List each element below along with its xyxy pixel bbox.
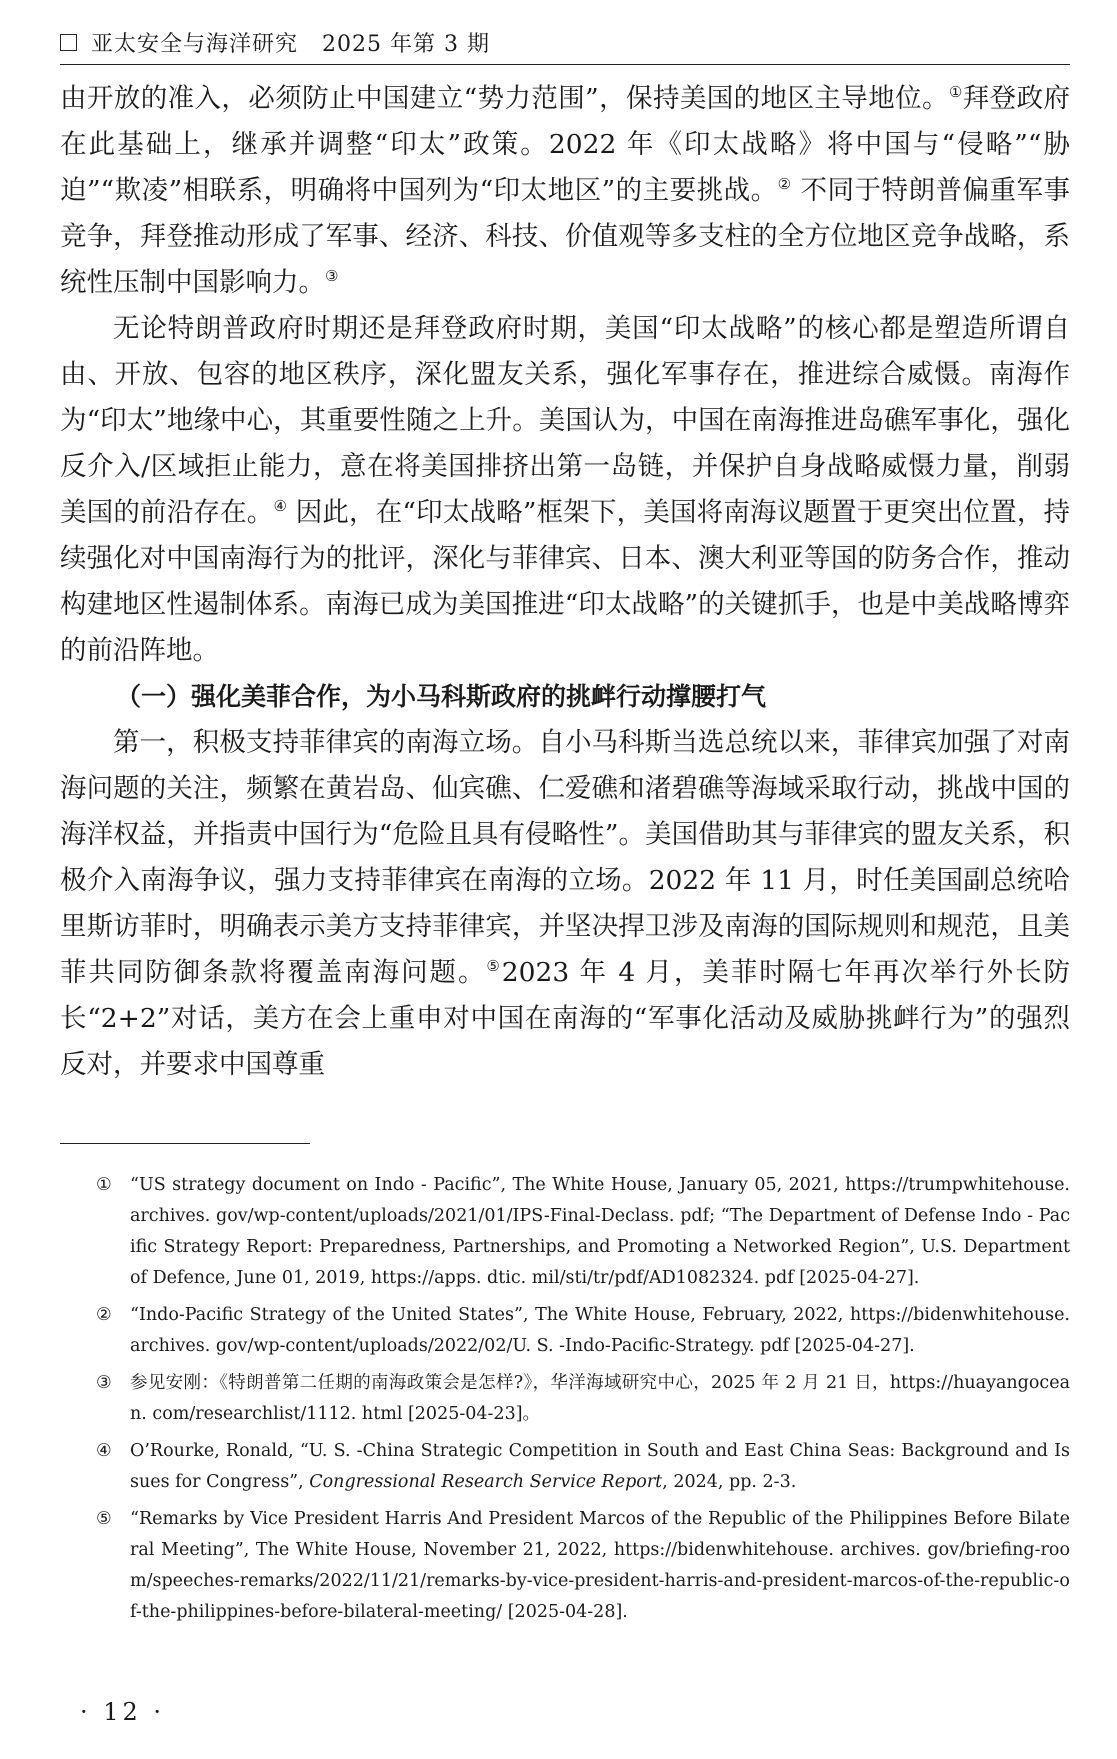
footnote-4-text-a: O’Rourke, Ronald, “U. S. -China Strategic Competition in South and East China Seas: Background and Issues for Congress”,	[130, 1441, 1070, 1492]
paragraph-3	[60, 720, 1070, 1088]
journal-title: 亚太安全与海洋研究	[91, 31, 299, 57]
footnotes	[96, 1170, 1070, 1634]
paragraph-2-text-a: 无论特朗普政府时期还是拜登政府时期，美国“印太战略”的核心都是塑造所谓自由、开放、包容的地区秩序，深化盟友关系，强化军事存在，推进综合威慑。南海作为“印太”地缘中心，其重要性随之上升。美国认为，中国在南海推进岛礁军事化，强化反介入/区域拒止能力，意在将美国排挤出第一岛链，并保护自身战略威慑力量，削弱美国的前沿存在。	[60, 313, 1070, 528]
footnote-2	[96, 1300, 1070, 1362]
footnote-5-mark: ⑤	[96, 1509, 112, 1529]
running-header	[60, 20, 1070, 65]
footnote-3-text: 参见安刚：《特朗普第二任期的南海政策会是怎样?》，华洋海域研究中心，2025 年 2 月 21 日，https://huayangocean. com/researchlist/1112. html [2025-04-23]。	[130, 1373, 1070, 1424]
footnote-4	[96, 1436, 1070, 1498]
issue-label: 2025 年第 3 期	[322, 31, 490, 57]
paragraph-3-text-a: 第一，积极支持菲律宾的南海立场。自小马科斯当选总统以来，菲律宾加强了对南海问题的关注，频繁在黄岩岛、仙宾礁、仁爱礁和渚碧礁等海域采取行动，挑战中国的海洋权益，并指责中国行为“危险且具有侵略性”。美国借助其与菲律宾的盟友关系，积极介入南海争议，强力支持菲律宾在南海的立场。2022 年 11 月，时任美国副总统哈里斯访菲时，明确表示美方支持菲律宾，并坚决捍卫涉及南海的国际规则和规范，且美菲共同防御条款将覆盖南海问题。	[60, 727, 1070, 988]
footnote-1-text: “US strategy document on Indo - Pacific”, The White House, January 05, 2021, https://trumpwhitehouse. archives. gov/wp-content/uploads/2021/01/IPS-Final-Declass. pdf; “The Department of Defense Indo - Pacific Strategy Report: Preparedness, Partnerships, and Promoting a Networked Region”, U.S. Department of Defence, June 01, 2019, https://apps. dtic. mil/sti/tr/pdf/AD1082324. pdf [2025-04-27].	[130, 1175, 1070, 1288]
footnote-ref-4: ④	[273, 497, 288, 515]
footnote-2-mark: ②	[96, 1305, 112, 1325]
footnote-ref-2: ②	[777, 175, 792, 193]
footnote-5	[96, 1504, 1070, 1628]
footnote-ref-5: ⑤	[486, 957, 502, 975]
section-heading: （一）强化美菲合作，为小马科斯政府的挑衅行动撑腰打气	[116, 682, 767, 711]
footnote-3	[96, 1368, 1070, 1430]
paragraph-2-text-b: 因此，在“印太战略”框架下，美国将南海议题置于更突出位置，持续强化对中国南海行为的批评，深化与菲律宾、日本、澳大利亚等国的防务合作，推动构建地区性遏制体系。南海已成为美国推进“印太战略”的关键抓手，也是中美战略博弈的前沿阵地。	[60, 497, 1071, 666]
paragraph-2	[60, 306, 1070, 674]
footnote-3-mark: ③	[96, 1373, 112, 1393]
footnote-1-mark: ①	[96, 1175, 112, 1195]
paragraph-1-text-c: 不同于特朗普偏重军事竞争，拜登推动形成了军事、经济、科技、价值观等多支柱的全方位地区竞争战略，系统性压制中国影响力。	[60, 175, 1070, 298]
header-square-icon	[60, 34, 77, 51]
footnote-ref-3: ③	[325, 267, 339, 285]
paragraph-1-text-b: 拜登政府在此基础上，继承并调整“印太”政策。2022 年《印太战略》将中国与“侵略”“胁迫”“欺凌”相联系，明确将中国列为“印太地区”的主要挑战。	[60, 83, 1070, 206]
paragraph-3-text-b: 2023 年 4 月，美菲时隔七年再次举行外长防长“2+2”对话，美方在会上重申对中国在南海的“军事化活动及威胁挑衅行为”的强烈反对，并要求中国尊重	[60, 957, 1070, 1080]
footnote-separator	[60, 1143, 310, 1144]
main-text	[60, 76, 1070, 1088]
footnote-2-text: “Indo-Pacific Strategy of the United States”, The White House, February, 2022, https://bidenwhitehouse. archives. gov/wp-content/uploads/2022/02/U. S. -Indo-Pacific-Strategy. pdf [2025-04-27].	[130, 1305, 1070, 1356]
footnote-4-mark: ④	[96, 1441, 112, 1461]
page-number: · 12 ·	[80, 1698, 166, 1726]
paragraph-1	[60, 76, 1070, 306]
footnote-4-text-b: , 2024, pp. 2-3.	[662, 1472, 797, 1492]
footnote-5-text: “Remarks by Vice President Harris And President Marcos of the Republic of the Philippines Before Bilateral Meeting”, The White House, November 21, 2022, https://bidenwhitehouse. archives. gov/briefing-room/speeches-remarks/2022/11/21/remarks-by-vice-president-harris-and-president-marcos-of-the-republic-of-the-philippines-before-bilateral-meeting/ [2025-04-28].	[130, 1509, 1070, 1622]
paragraph-1-text: 由开放的准入，必须防止中国建立“势力范围”，保持美国的地区主导地位。	[60, 83, 949, 114]
footnote-1	[96, 1170, 1070, 1294]
footnote-ref-1: ①	[948, 83, 963, 101]
footnote-4-report-title: Congressional Research Service Report	[309, 1472, 663, 1492]
